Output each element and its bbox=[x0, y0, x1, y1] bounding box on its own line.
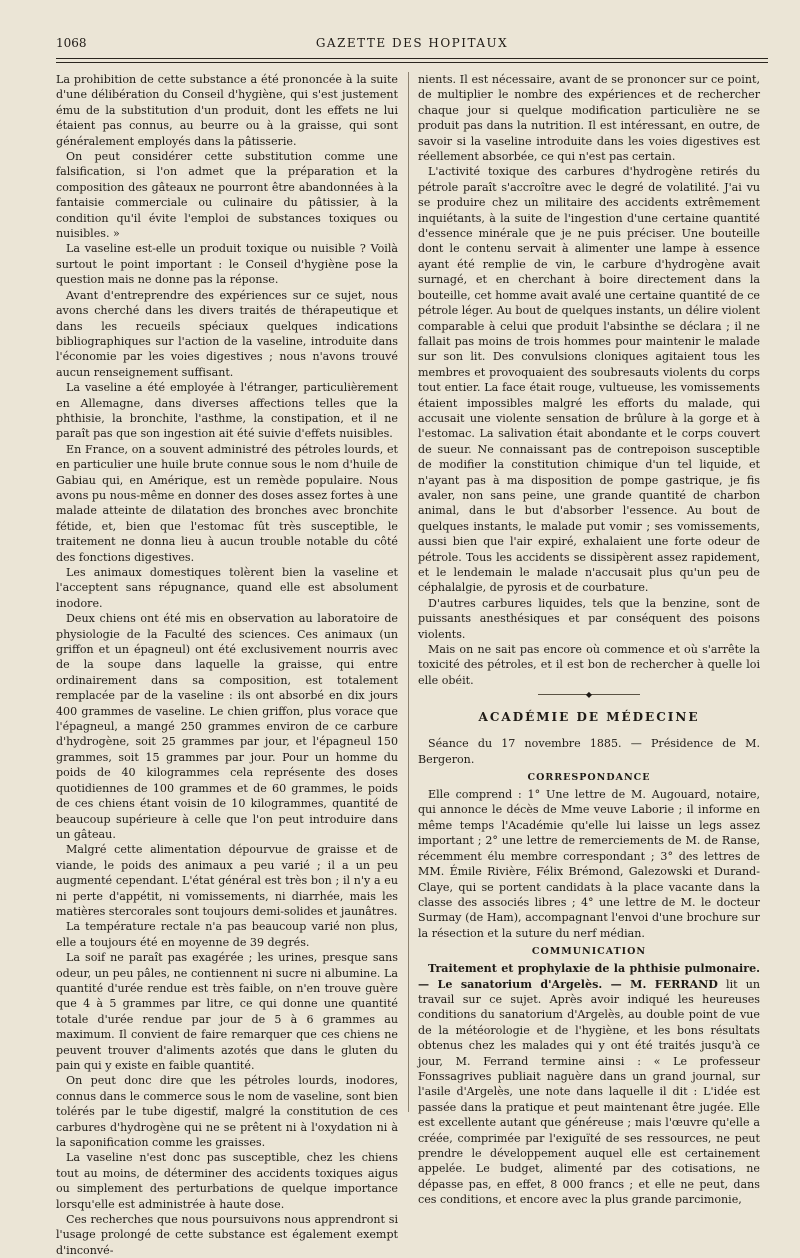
paragraph: La soif ne paraît pas exagérée ; les urines, presque sans odeur, un peu pâles, ne contiennent ni sucre ni albumine. La quantité d'urée rendue est très faible, on n'en trouve guère que 4 à 5 grammes par litre, ce qui donne une quantité totale d'urée rendue par jour de 5 à 6 grammes au maximum. Il convient de faire remarquer que ces chiens ne peuvent trouver d'aliments azotés que dans le gluten du pain qui y existe en faible quantité. bbox=[56, 951, 398, 1072]
separator-ornament: ◆ bbox=[585, 690, 593, 700]
paragraph: nients. Il est nécessaire, avant de se prononcer sur ce point, de multiplier le nombre des expériences et de rechercher chaque jour si quelque modification particulière ne se produit pas dans la nutrition. Il est intéressant, en outre, de savoir si la vaseline introduite dans les voies digestives est réellement absorbée, ce qui n'est pas certain. bbox=[418, 73, 760, 164]
paragraph: D'autres carbures liquides, tels que la benzine, sont de puissants anesthésiques et par conséquent des poisons violents. bbox=[418, 596, 760, 641]
paragraph: Mais on ne sait pas encore où commence et où s'arrête la toxicité des pétroles, et il est bon de rechercher à quelle loi elle obéit. bbox=[418, 643, 760, 687]
paragraph: Avant d'entreprendre des expériences sur ce sujet, nous avons cherché dans les divers traités de thérapeutique et dans les recueils spéciaux quelques indications bibliographiques sur l'action de la vaseline, introduite dans l'économie par les voies digestives ; nous n'avons trouvé aucun renseignement suffisant. bbox=[56, 288, 398, 379]
correspondence-paragraph: Elle comprend : 1° Une lettre de M. Augouard, notaire, qui annonce le décès de Mme veuve Laborie ; il informe en même temps l'Académie qu'elle lui laisse un legs assez important ; 2° une lettre de remerciements de M. de Ranse, récemment élu membre correspondant ; 3° des lettres de MM. Émile Rivière, Félix Brémond, Galezowski et Durand-Claye, qui se portent candidats à la place vacante dans la classe des associés libres ; 4° une lettre de M. le docteur Surmay (de Ham), accompagnant l'envoi d'une brochure sur la résection et la suture du nerf médian. bbox=[418, 788, 760, 940]
paragraph: La température rectale n'a pas beaucoup varié non plus, elle a toujours été en moyenne de 39 degrés. bbox=[56, 920, 398, 949]
paragraph: L'activité toxique des carbures d'hydrogène retirés du pétrole paraît s'accroître avec le degré de volatilité. J'ai vu se produire chez un militaire des accidents extrêmement inquiétants, à la suite de l'ingestion d'une certaine quantité d'essence minérale que je ne puis préciser. Une bouteille dont le contenu servait à alimenter une lampe à essence ayant été remplie de vin, le carbure d'hydrogène avait surnagé, et en cherchant à boire directement dans la bouteille, cet homme avait avalé une certaine quantité de ce pétrole léger. Au bout de quelques instants, un délire violent comparable à celui que produit l'absinthe se déclara ; il ne fallait pas moins de trois hommes pour maintenir le malade sur son lit. Des convulsions cloniques agitaient tous les membres et provoquaient des soubresauts violents du corps tout entier. La face était rouge, vultueuse, les vomissements étaient impossibles malgré les efforts du malade, qui accusait une violente sensation de brûlure à la gorge et à l'estomac. La salivation était abondante et le corps couvert de sueur. Ne connaissant pas de contrepoison susceptible de modifier la constitution chimique d'un tel liquide, et n'ayant pas à ma disposition de pompe gastrique, je fis avaler, non sans peine, une grande quantité de charbon animal, dans le but d'absorber l'essence. Au bout de quelques instants, le malade put vomir ; ses vomissements, aussi bien que l'air expiré, exhalaient une forte odeur de pétrole. Tous les accidents se dissipèrent assez rapidement, et le lendemain le malade n'accusait plus qu'un peu de céphalalgie, de pyrosis et de courbature. bbox=[418, 165, 760, 595]
paragraph: En France, on a souvent administré des pétroles lourds, et en particulier une huile brute connue sous le nom d'huile de Gabiau qui, en Amérique, est un remède populaire. Nous avons pu nous-même en donner des doses assez fortes à une malade atteinte de dilatation des bronches avec bronchite fétide, et, bien que l'estomac fût très susceptible, le traitement ne donna lieu à aucun trouble notable du côté des fonctions digestives. bbox=[56, 442, 398, 564]
paragraph: La vaseline a été employée à l'étranger, particulièrement en Allemagne, dans diverses affections telles que la phthisie, la bronchite, l'asthme, la constipation, et il ne paraît pas que son ingestion ait été suivie d'effets nuisibles. bbox=[56, 381, 398, 441]
journal-title: GAZETTE DES HOPITAUX bbox=[315, 36, 509, 50]
paragraph: On peut donc dire que les pétroles lourds, inodores, connus dans le commerce sous le nom de vaseline, sont bien tolérés par le tube digestif, malgré la constitution de ces carbures d'hydrogène qui ne se prêtent ni à l'oxydation ni à la saponification comme les graisses. bbox=[56, 1074, 398, 1150]
session-line: Séance du 17 novembre 1885. — Présidence de M. Bergeron. bbox=[418, 737, 760, 766]
communication-title: Traitement et prophylaxie de la phthisie pulmonaire. — Le sanatorium d'Argelès. — M. FERRAND bbox=[418, 962, 760, 991]
header-rule-thick bbox=[56, 58, 768, 59]
paragraph: La prohibition de cette substance a été prononcée à la suite d'une délibération du Conseil d'hygiène, qui s'est justement ému de la substitution d'un produit, dont les effets ne lui étaient pas connus, au beurre ou à la graisse, qui sont généralement employés dans la pâtisserie. bbox=[56, 73, 398, 148]
communication-paragraph bbox=[418, 961, 760, 1208]
paragraph: Les animaux domestiques tolèrent bien la vaseline et l'acceptent sans répugnance, quand elle est absolument inodore. bbox=[56, 566, 398, 610]
section-separator bbox=[418, 688, 760, 702]
column-divider bbox=[408, 72, 409, 1112]
header-rule-thin bbox=[56, 62, 768, 63]
paragraph: Deux chiens ont été mis en observation au laboratoire de physiologie de la Faculté des sciences. Ces animaux (un griffon et un épagneul) ont été exclusivement nourris avec de la soupe dans laquelle la graisse, qui entre ordinairement dans sa composition, est totalement remplacée par de la vaseline : ils ont absorbé en dix jours 400 grammes de vaseline. Le chien griffon, plus vorace que l'épagneul, a mangé 250 grammes environ de ce carbure d'hydrogène, soit 25 grammes par jour, et l'épagneul 150 grammes, soit 15 grammes par jour. Pour un homme du poids de 40 kilogrammes cela représente des doses quotidiennes de 100 grammes et de 60 grammes, le poids de ces chiens étant voisin de 10 kilogrammes, quantité de beaucoup supérieure à celle que l'on peut introduire dans un gâteau. bbox=[56, 612, 398, 841]
paragraph: On peut considérer cette substitution comme une falsification, si l'on admet que la préparation et la composition des gâteaux ne pourront être abandonnées à la fantaisie commerciale ou culinaire du pâtissier, à la condition qu'il évite l'emploi de substances toxiques ou nuisibles. » bbox=[56, 150, 398, 241]
subsection-heading-correspondence: CORRESPONDANCE bbox=[527, 772, 651, 784]
communication-text: lit un travail sur ce sujet. Après avoir indiqué les heureuses conditions du sanatorium d'Argelès, au double point de vue de la météorologie et de l'hygiène, et les bons résultats obtenus chez les malades qui y ont été traités jusqu'à ce jour, M. Ferrand termine ainsi : « Le professeur Fonssagrives publiait naguère dans un grand journal, sur l'asile d'Argelès, une note dans laquelle il dit : L'idée est passée dans la pratique et peut maintenant être jugée. Elle est excellente autant que généreuse ; mais l'œuvre qu'elle a créée, comprimée par l'exiguïté de ses ressources, ne peut prendre le développement auquel elle est certainement appelée. Le budget, alimenté par des cotisations, ne dépasse pas, en effet, 8 000 francs ; et elle ne peut, dans ces conditions, et encore avec la plus grande parcimonie, bbox=[418, 977, 760, 1207]
page-number: 1068 bbox=[56, 36, 87, 50]
left-column bbox=[56, 72, 398, 1258]
page-header bbox=[56, 36, 768, 58]
subsection-heading-communication: COMMUNICATION bbox=[531, 946, 647, 958]
paragraph: Malgré cette alimentation dépourvue de graisse et de viande, le poids des animaux a peu varié ; il a un peu augmenté cependant. L'état général est très bon ; il n'y a eu ni perte d'appétit, ni vomissements, ni diarrhée, mais les matières stercorales sont toujours demi-solides et jaunâtres. bbox=[56, 843, 398, 918]
section-title: ACADÉMIE DE MÉDECINE bbox=[478, 710, 700, 725]
paragraph: La vaseline est-elle un produit toxique ou nuisible ? Voilà surtout le point important : le Conseil d'hygiène pose la question mais ne donne pas la réponse. bbox=[56, 242, 398, 287]
paragraph: La vaseline n'est donc pas susceptible, chez les chiens tout au moins, de déterminer des accidents toxiques aigus ou simplement des perturbations de quelque importance lorsqu'elle est administrée à haute dose. bbox=[56, 1151, 398, 1211]
right-column bbox=[418, 72, 760, 1208]
paragraph: Ces recherches que nous poursuivons nous apprendront si l'usage prolongé de cette substance est également exempt d'inconvé- bbox=[56, 1213, 398, 1257]
